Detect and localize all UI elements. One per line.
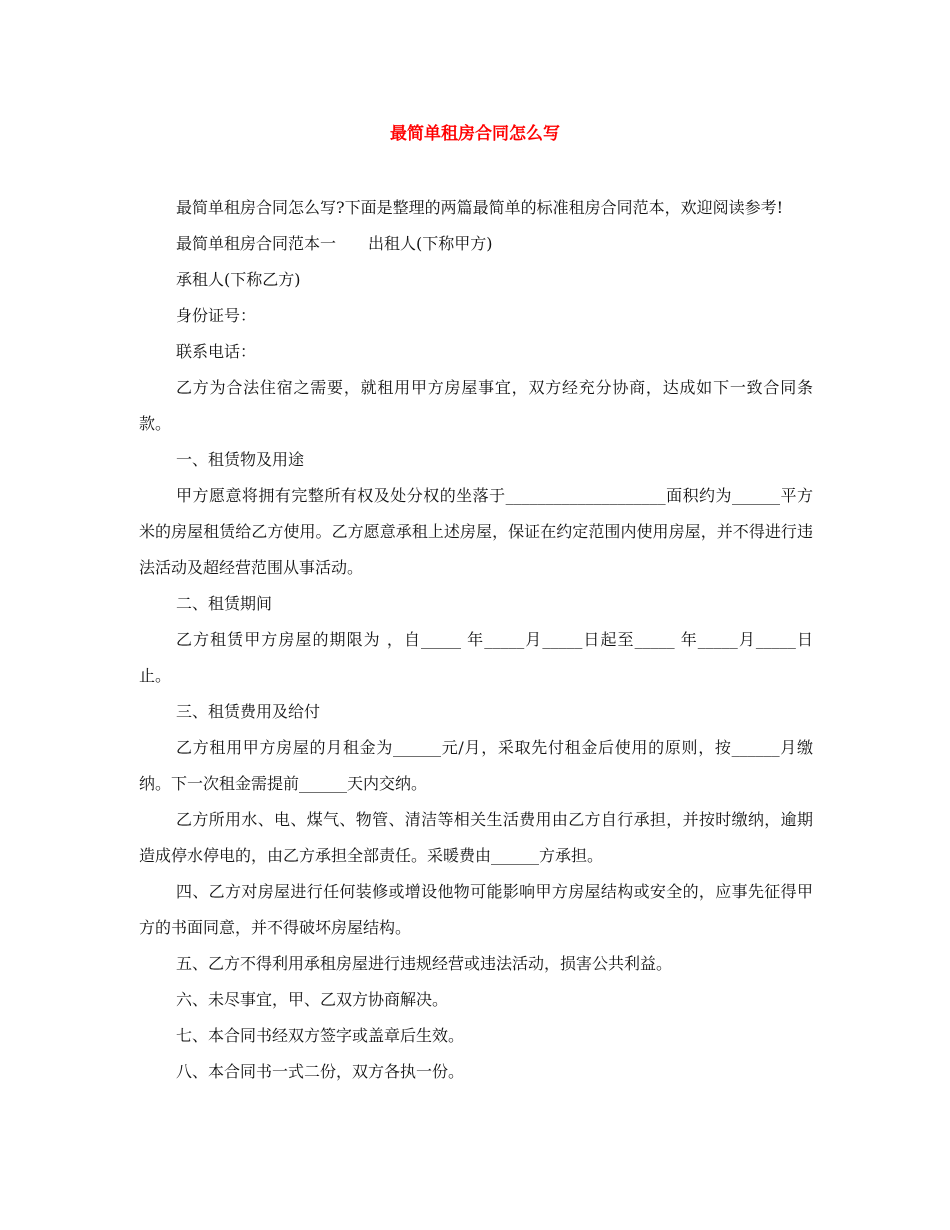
document-title: 最简单租房合同怎么写 — [390, 124, 560, 144]
paragraph-section-4: 四、乙方对房屋进行任何装修或增设他物可能影响甲方房屋结构或安全的，应事先征得甲方的书面同意，并不得破坏房屋结构。 — [139, 882, 813, 937]
paragraph-intro: 最简单租房合同怎么写?下面是整理的两篇最简单的标准租房合同范本，欢迎阅读参考! — [176, 198, 784, 217]
paragraph-phone: 联系电话： — [176, 342, 257, 361]
document-body — [139, 190, 813, 1090]
paragraph-section-7: 七、本合同书经双方签字或盖章后生效。 — [176, 1026, 465, 1045]
heading-section-2: 二、租赁期间 — [176, 594, 273, 613]
paragraph-rent: 乙方租用甲方房屋的月租金为______元/月，采取先付租金后使用的原则，按______月缴纳。下一次租金需提前______天内交纳。 — [139, 738, 813, 793]
paragraph-utilities: 乙方所用水、电、煤气、物管、清洁等相关生活费用由乙方自行承担，并按时缴纳，逾期造成停水停电的，由乙方承担全部责任。采暖费由______方承担。 — [139, 810, 813, 865]
paragraph-id-number: 身份证号： — [176, 306, 257, 325]
paragraph-section-1: 甲方愿意将拥有完整所有权及处分权的坐落于____________________面积约为______平方米的房屋租赁给乙方使用。乙方愿意承租上述房屋，保证在约定范围内使用房屋，并不得进行违法活动及超经营范围从事活动。 — [139, 486, 813, 577]
paragraph-sample-one-lessor: 最简单租房合同范本一 出租人(下称甲方) — [176, 234, 493, 253]
paragraph-section-2: 乙方租赁甲方房屋的期限为 ，自_____ 年_____月_____日起至_____ 年_____月_____日止。 — [139, 630, 813, 685]
paragraph-agreement: 乙方为合法住宿之需要，就租用甲方房屋事宜，双方经充分协商，达成如下一致合同条款。 — [139, 378, 813, 433]
heading-section-3: 三、租赁费用及给付 — [176, 702, 321, 721]
paragraph-section-8: 八、本合同书一式二份，双方各执一份。 — [176, 1062, 465, 1081]
paragraph-section-5: 五、乙方不得利用承租房屋进行违规经营或违法活动，损害公共利益。 — [176, 954, 673, 973]
paragraph-lessee: 承租人(下称乙方) — [176, 270, 301, 289]
paragraph-section-6: 六、未尽事宜，甲、乙双方协商解决。 — [176, 990, 449, 1009]
heading-section-1: 一、租赁物及用途 — [176, 450, 305, 469]
